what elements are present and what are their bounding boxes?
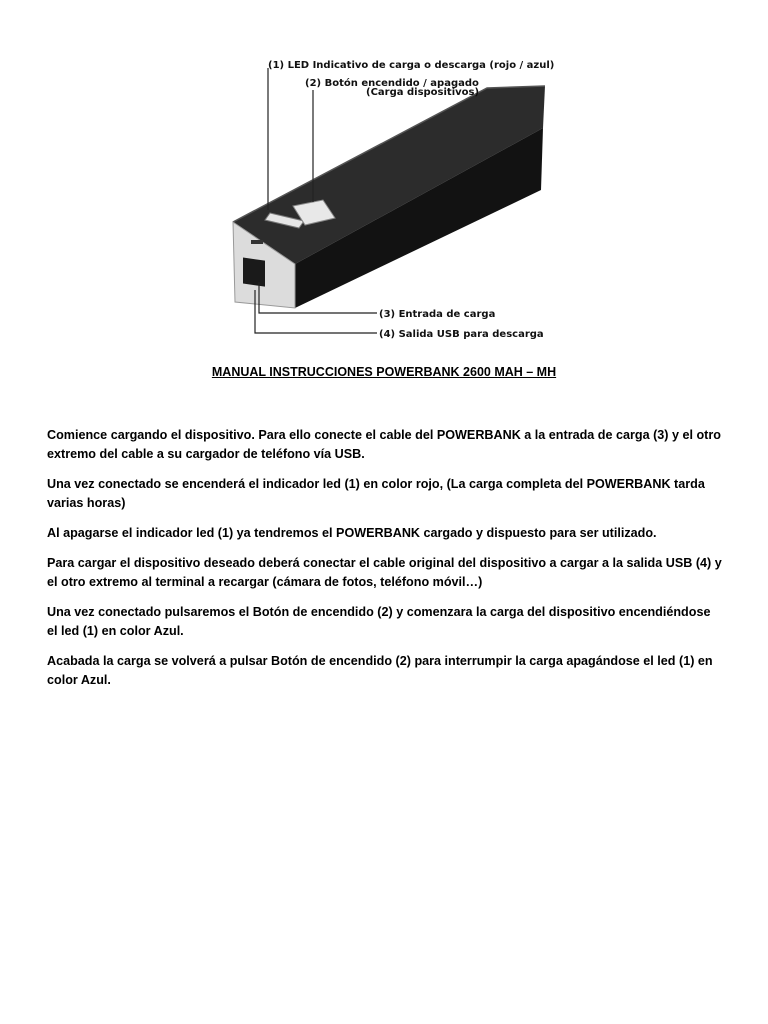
instruction-paragraph: Una vez conectado se encenderá el indicador led (1) en color rojo, (La carga completa del POWERBANK tarda varias horas) — [47, 477, 705, 510]
instruction-paragraph: Una vez conectado pulsaremos el Botón de encendido (2) y comenzara la carga del dispositivo encendiéndose el led (1) en color Azul. — [47, 605, 711, 638]
instruction-paragraph: Acabada la carga se volverá a pulsar Botón de encendido (2) para interrumpir la carga apagándose el led (1) en color Azul. — [47, 654, 713, 687]
callout-input: (3) Entrada de carga — [379, 309, 496, 320]
instruction-paragraph: Para cargar el dispositivo deseado deberá conectar el cable original del dispositivo a cargar a la salida USB (4) y el otro extremo al terminal a recargar (cámara de fotos, teléfono móvil…) — [47, 556, 722, 589]
instruction-paragraph: Al apagarse el indicador led (1) ya tendremos el POWERBANK cargado y dispuesto para ser utilizado. — [47, 526, 657, 540]
instructions-body — [47, 426, 723, 701]
charge-port — [251, 240, 263, 244]
page-title — [0, 365, 768, 379]
usb-port — [243, 258, 265, 287]
callout-button-sub: (Carga dispositivos) — [366, 87, 480, 98]
page-title-text: MANUAL INSTRUCCIONES POWERBANK 2600 MAH – MH — [211, 365, 557, 379]
callout-button: (2) Botón encendido / apagado — [305, 78, 479, 89]
callout-usb-output: (4) Salida USB para descarga — [379, 329, 544, 340]
callout-led: (1) LED Indicativo de carga o descarga (rojo / azul) — [268, 60, 555, 71]
powerbank-diagram — [225, 50, 555, 350]
instruction-paragraph: Comience cargando el dispositivo. Para ello conecte el cable del POWERBANK a la entrada de carga (3) y el otro extremo del cable a su cargador de teléfono vía USB. — [47, 428, 721, 461]
